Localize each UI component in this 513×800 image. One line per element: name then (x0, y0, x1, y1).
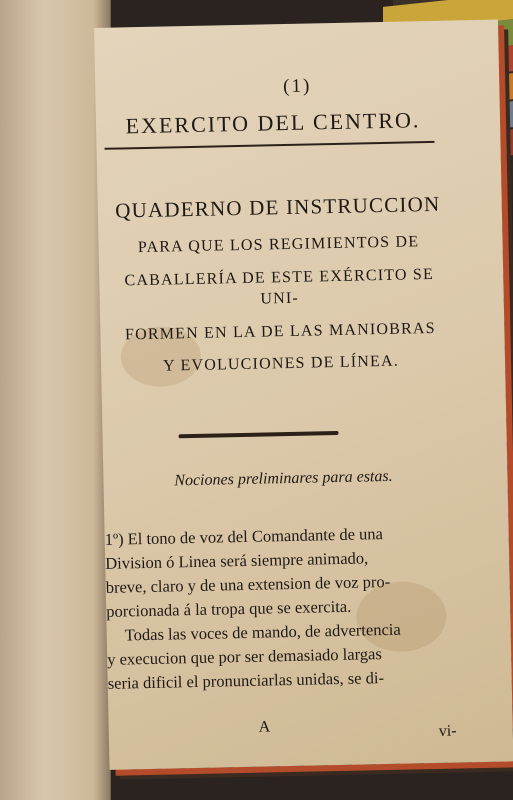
signature-mark: A (258, 718, 271, 736)
body-line: y execucion que por ser demasiado largas (107, 643, 382, 669)
title-line: FORMEN EN LA DE LAS MANIOBRAS (124, 319, 436, 344)
title-line: Y EVOLUCIONES DE LÍNEA. (162, 353, 400, 376)
header-rule (105, 141, 435, 150)
page-number: (1) (282, 75, 312, 98)
running-header: EXERCITO DEL CENTRO. (125, 107, 421, 139)
title-line: CABALLERÍA DE ESTE EXÉRCITO SE UNI- (124, 266, 435, 308)
catchword: vi- (438, 722, 457, 740)
book-page (94, 20, 513, 770)
body-line: Division ó Linea será siempre animado, (105, 548, 369, 573)
body-line: 1º) El tono de voz del Comandante de una (104, 524, 384, 549)
left-facing-page (0, 0, 111, 800)
body-line: breve, claro y de una extension de voz pro- (105, 571, 391, 597)
body-line: seria dificil el pronunciarlas unidas, se di- (107, 667, 385, 693)
ornamental-rule (179, 431, 339, 438)
body-line: Todas las voces de mando, de advertencia (124, 619, 401, 645)
body-line: porcionada á la tropa que se exercita. (106, 596, 352, 621)
body-text (104, 520, 473, 695)
title-line: QUADERNO DE INSTRUCCION (115, 191, 441, 223)
title-line: PARA QUE LOS REGIMIENTOS DE (137, 233, 420, 257)
title-block (108, 191, 452, 391)
section-subheading: Nociones preliminares para estas. (174, 467, 393, 490)
